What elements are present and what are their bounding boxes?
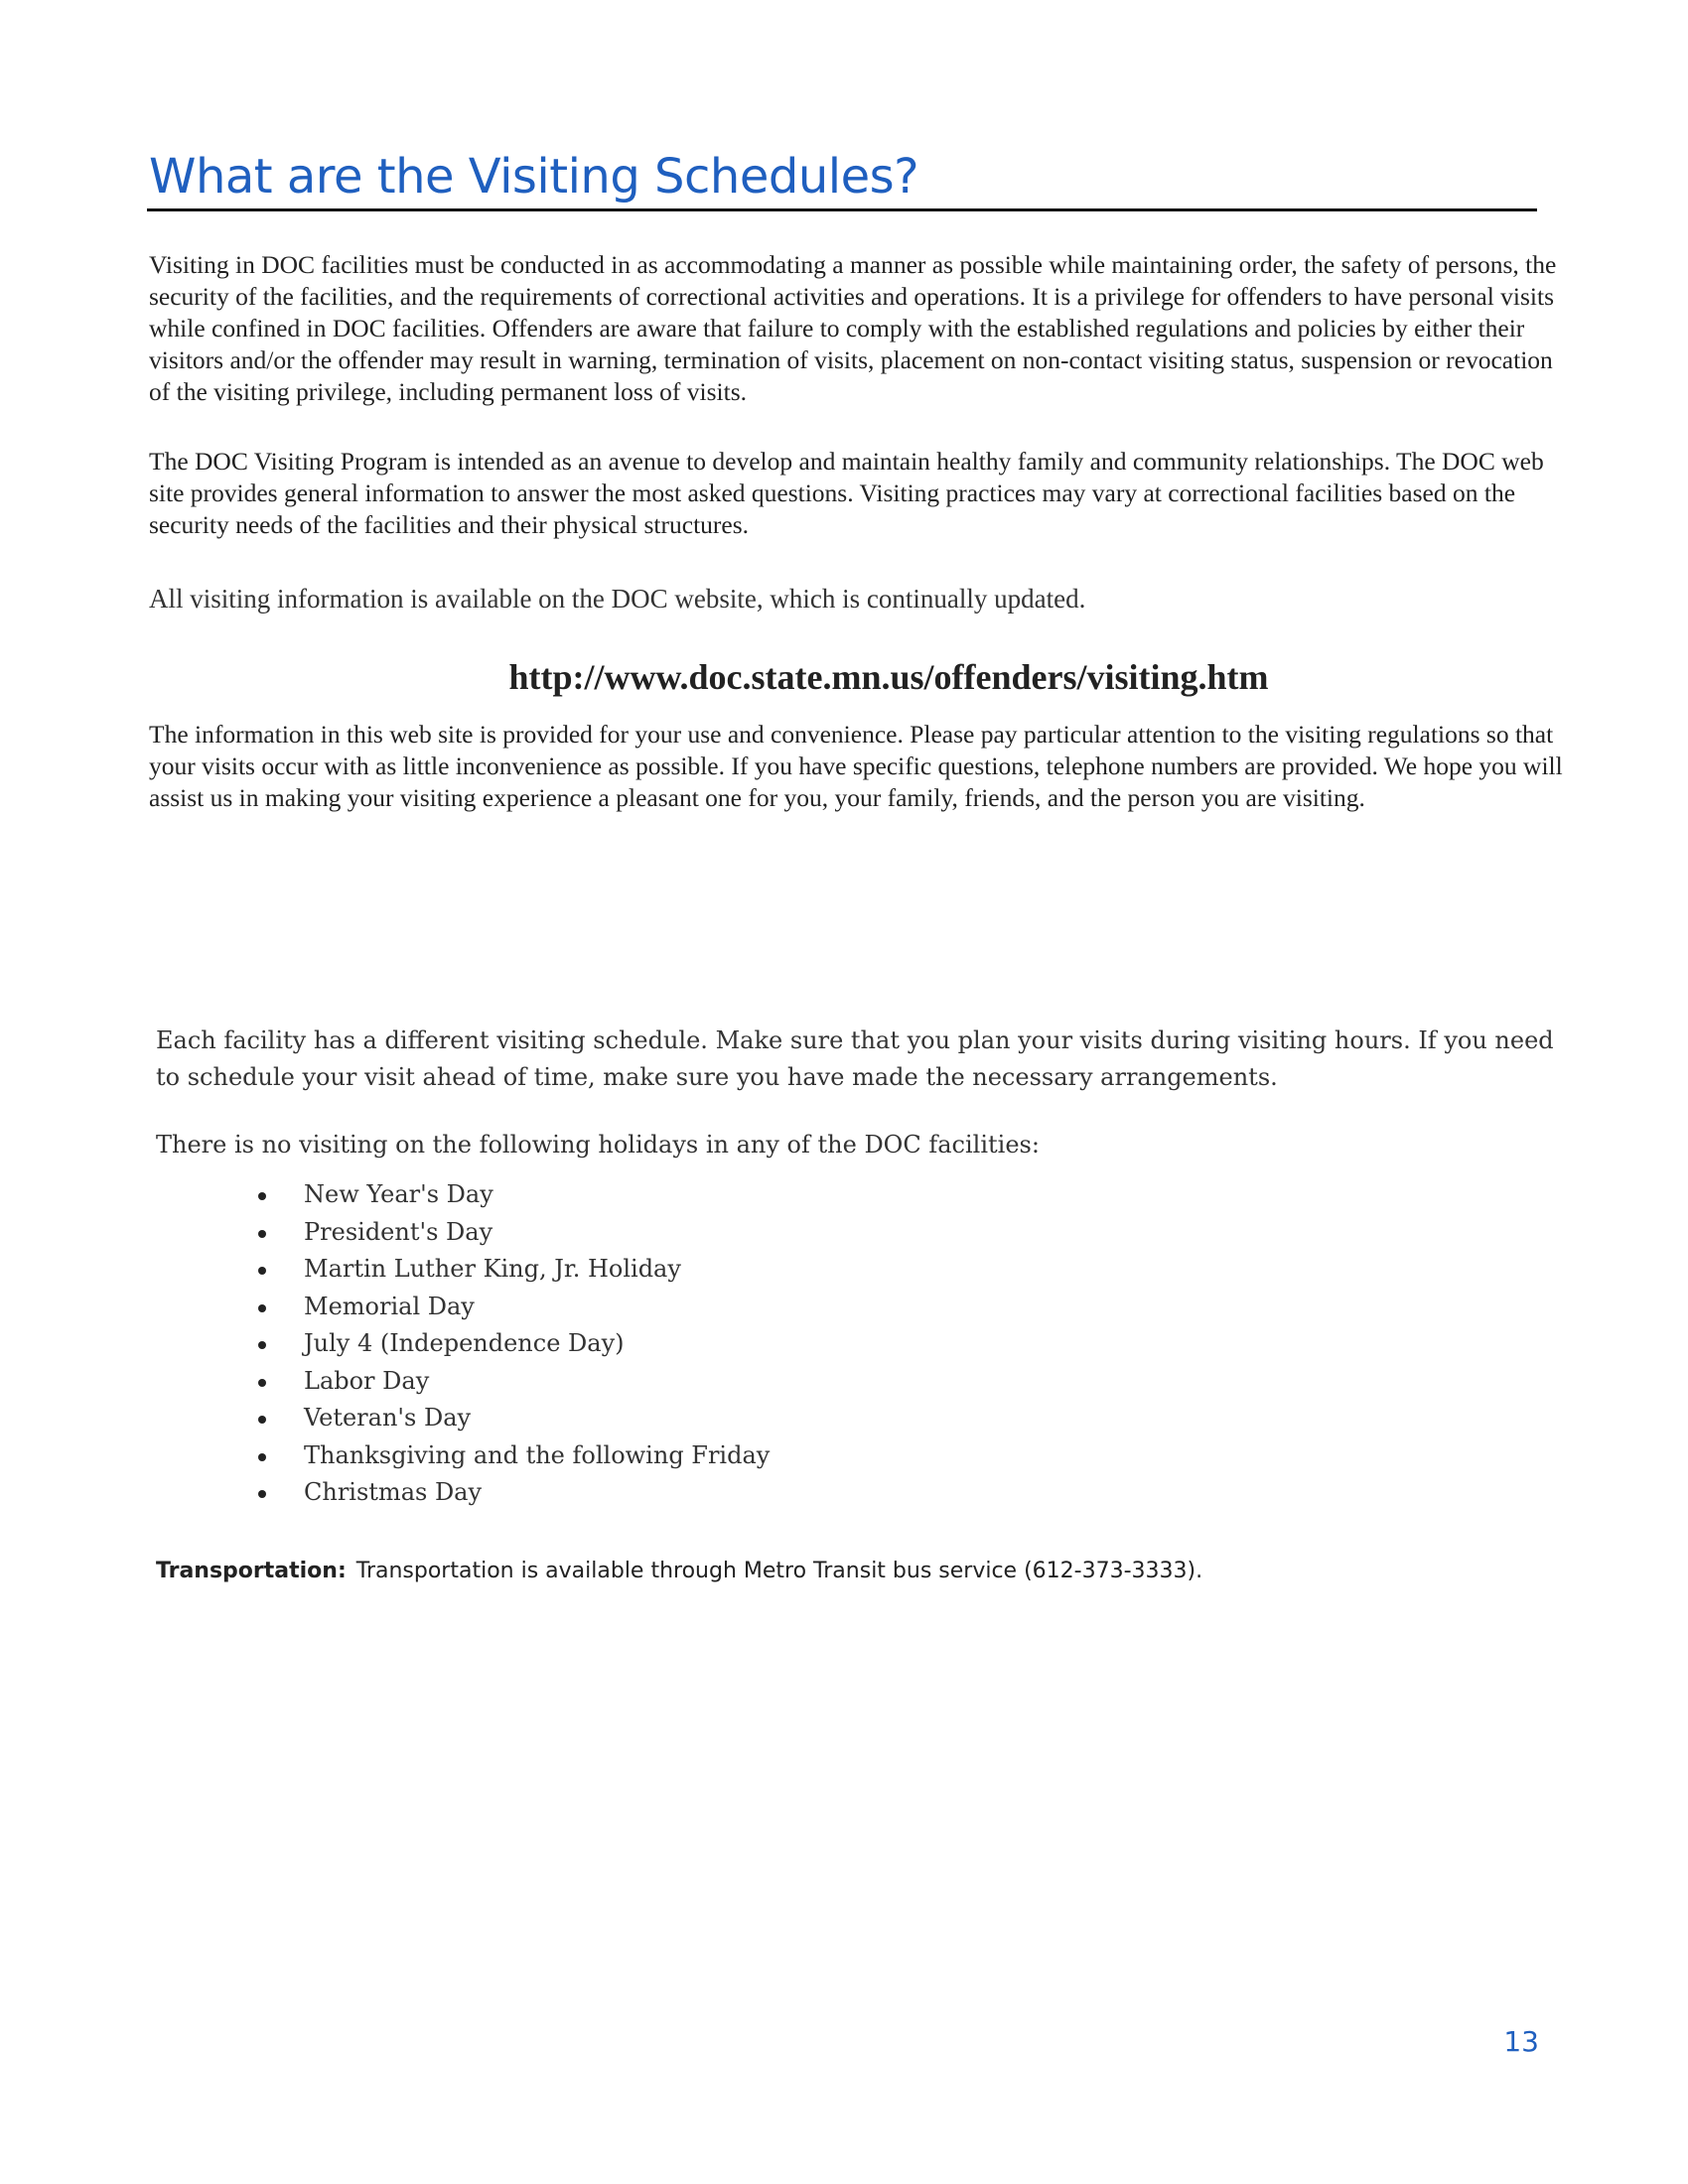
website-info-paragraph: All visiting information is available on the DOC website, which is continually updated. xyxy=(149,584,1086,614)
schedule-paragraph: Each facility has a different visiting schedule. Make sure that you plan your visits during visiting hours. If you need to schedule your visit ahead of time, make sure you have made the necessary arrangements. xyxy=(156,1026,1554,1091)
holiday-label: Labor Day xyxy=(304,1366,430,1395)
holiday-list xyxy=(258,1176,770,1512)
holidays-intro-paragraph: There is no visiting on the following holidays in any of the DOC facilities: xyxy=(156,1131,1040,1159)
list-item xyxy=(258,1251,770,1289)
list-item xyxy=(258,1437,770,1475)
visiting-website-link[interactable]: http://www.doc.state.mn.us/offenders/visiting.htm xyxy=(508,657,1269,697)
website-usage-paragraph: The information in this web site is provided for your use and convenience. Please pay particular attention to the visiting regulations so that your visits occur with as little inconvenience as possible. If you have specific questions, telephone numbers are provided. We hope you will assist us in making your visiting experience a pleasant one for you, your family, friends, and the person you are visiting. xyxy=(149,720,1563,812)
holiday-label: Christmas Day xyxy=(304,1478,483,1506)
holiday-label: July 4 (Independence Day) xyxy=(304,1329,625,1357)
list-item xyxy=(258,1363,770,1401)
bullet-icon xyxy=(258,1304,266,1312)
page-heading: What are the Visiting Schedules? xyxy=(149,149,919,205)
holiday-label: Veteran's Day xyxy=(304,1404,472,1432)
bullet-icon xyxy=(258,1341,266,1349)
holiday-label: Martin Luther King, Jr. Holiday xyxy=(304,1255,681,1283)
bullet-icon xyxy=(258,1267,266,1275)
bullet-icon xyxy=(258,1490,266,1498)
bullet-icon xyxy=(258,1416,266,1424)
list-item xyxy=(258,1325,770,1363)
transportation-line xyxy=(156,1559,1576,1583)
holiday-label: Memorial Day xyxy=(304,1292,475,1320)
transportation-text: Transportation is available through Metro Transit bus service (612-373-3333). xyxy=(355,1559,1203,1583)
holiday-label: Thanksgiving and the following Friday xyxy=(304,1440,771,1469)
bullet-icon xyxy=(258,1379,266,1387)
page-number: 13 xyxy=(1503,2025,1539,2058)
heading-underline xyxy=(147,208,1537,211)
holiday-label: President's Day xyxy=(304,1217,493,1246)
bullet-icon xyxy=(258,1453,266,1461)
bullet-icon xyxy=(258,1192,266,1200)
bullet-icon xyxy=(258,1230,266,1238)
list-item xyxy=(258,1176,770,1214)
holiday-label: New Year's Day xyxy=(304,1180,493,1208)
list-item xyxy=(258,1474,770,1512)
list-item xyxy=(258,1289,770,1326)
visiting-program-paragraph: The DOC Visiting Program is intended as an avenue to develop and maintain healthy family and community relationships. The DOC web site provides general information to answer the most asked questions. Visiting practices may vary at correctional facilities based on the security needs of the facilities and their physical structures. xyxy=(149,447,1544,539)
list-item xyxy=(258,1400,770,1437)
intro-paragraph: Visiting in DOC facilities must be conducted in as accommodating a manner as possible while maintaining order, the safety of persons, the security of the facilities, and the requirements of correctional activities and operations. It is a privilege for offenders to have personal visits while confined in DOC facilities. Offenders are aware that failure to comply with the established regulations and policies by either their visitors and/or the offender may result in warning, termination of visits, placement on non-contact visiting status, suspension or revocation of the visiting privilege, including permanent loss of visits. xyxy=(149,250,1557,406)
transportation-label: Transportation: xyxy=(156,1559,347,1583)
list-item xyxy=(258,1214,770,1252)
